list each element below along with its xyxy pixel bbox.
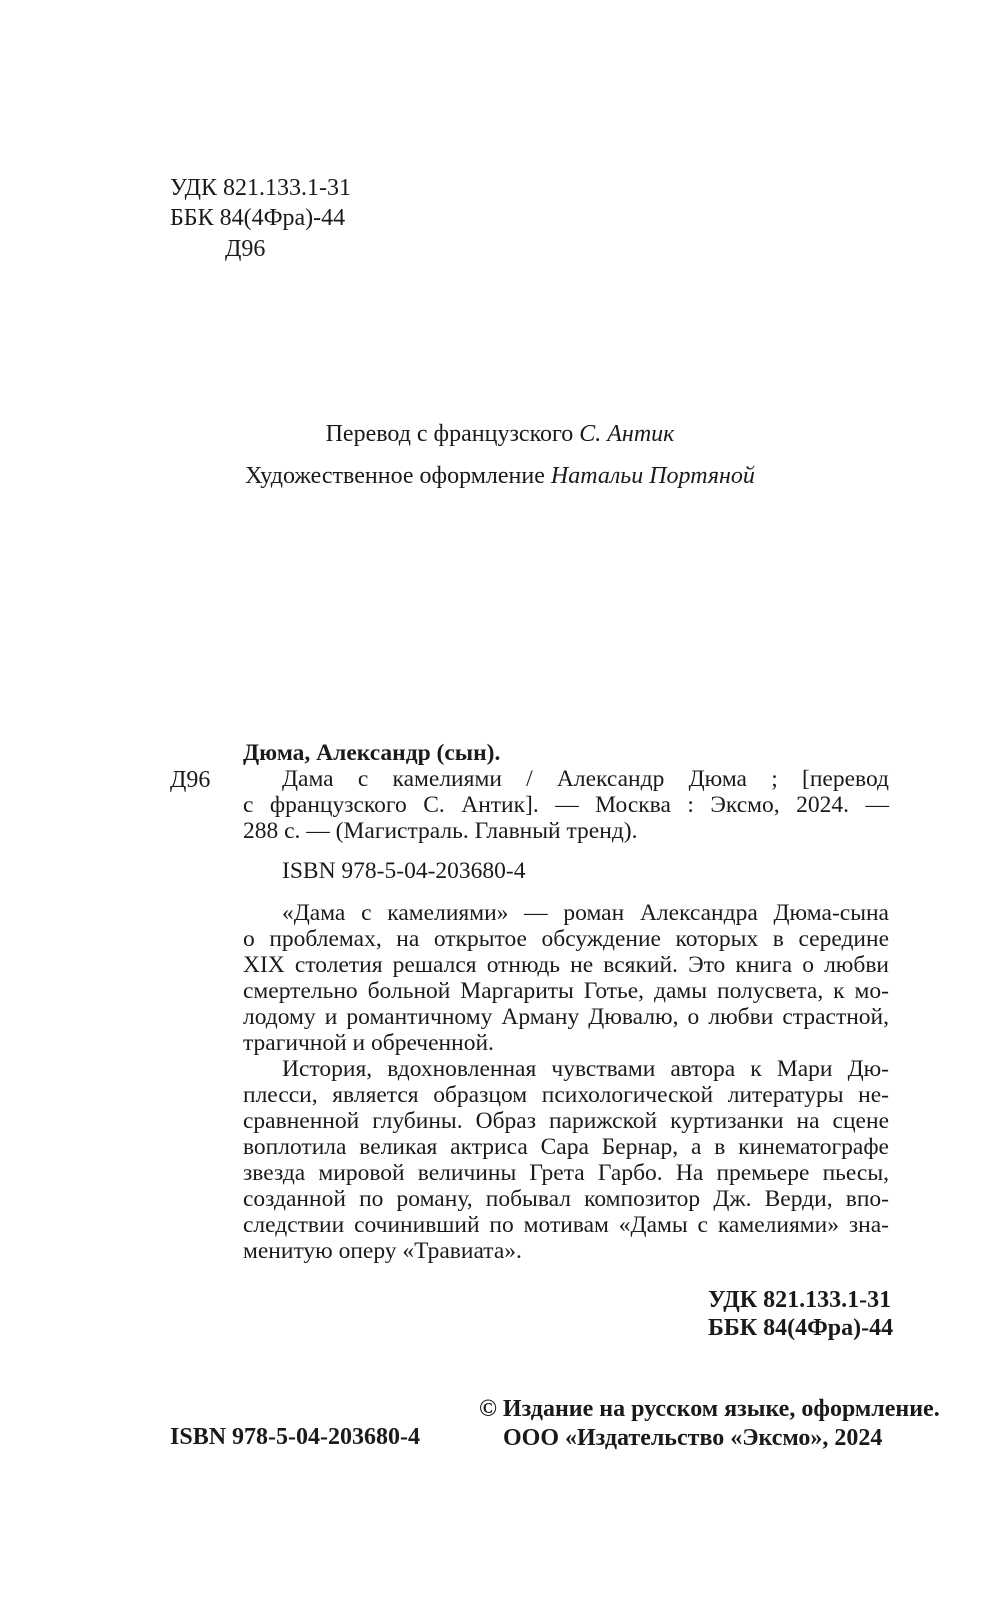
top-bbk: ББК 84(4Фра)-44 [170, 205, 346, 231]
top-author-mark: Д96 [225, 236, 266, 262]
annotation-line: История, вдохновленная чувствами автора к Мари Дю- [282, 1056, 889, 1082]
annotation-line: смертельно больной Маргариты Готье, дамы полусвета, к мо- [243, 978, 889, 1004]
top-udk: УДК 821.133.1-31 [170, 175, 351, 201]
annotation-line: плесси, является образцом психологической литературы не- [243, 1082, 889, 1108]
annotation-line: звезда мировой величины Грета Гарбо. На премьере пьесы, [243, 1160, 889, 1186]
annotation-line: менитую оперу «Травиата». [243, 1238, 522, 1264]
bib-line: Дама с камелиями / Александр Дюма ; [перевод [282, 766, 889, 792]
annotation-line: «Дама с камелиями» — роман Александра Дюма-сына [282, 900, 889, 926]
design-prefix: Художественное оформление [245, 463, 545, 489]
annotation-line: XIX столетия решался отнюдь не всякий. Это книга о любви [243, 952, 889, 978]
designer-name: Натальи Портяной [550, 463, 755, 489]
annotation-paragraph-1 [243, 900, 889, 1056]
bib-line: с французского С. Антик]. — Москва : Эксмо, 2024. — [243, 792, 889, 818]
copyright-line-2: ООО «Издательство «Эксмо», 2024 [503, 1425, 883, 1451]
translation-prefix: Перевод с французского [325, 421, 574, 447]
footer-isbn: ISBN 978-5-04-203680-4 [170, 1424, 420, 1450]
annotation-line: о проблемах, на открытое обсуждение которых в середине [243, 926, 889, 952]
annotation-line: следствии сочинивший по мотивам «Дамы с камелиями» зна- [243, 1212, 889, 1238]
design-credit [0, 463, 1000, 490]
card-udk: УДК 821.133.1-31 [708, 1287, 892, 1313]
annotation-line: лодому и романтичному Арману Дювалю, о любви страстной, [243, 1004, 889, 1030]
card-author-mark: Д96 [170, 767, 211, 793]
translator-name: С. Антик [579, 421, 675, 447]
card-bbk: ББК 84(4Фра)-44 [708, 1315, 894, 1341]
copyright-line-1: © Издание на русском языке, оформление. [479, 1396, 940, 1422]
card-heading: Дюма, Александр (сын). [243, 740, 501, 766]
card-isbn: ISBN 978-5-04-203680-4 [282, 858, 526, 884]
annotation-line: трагичной и обреченной. [243, 1030, 494, 1056]
annotation-paragraph-2 [243, 1056, 889, 1264]
catalog-card [243, 740, 889, 1264]
translation-credit [0, 421, 1000, 448]
bib-line: 288 с. — (Магистраль. Главный тренд). [243, 818, 638, 844]
annotation-line: воплотила великая актриса Сара Бернар, а в кинематографе [243, 1134, 889, 1160]
annotation-line: созданной по роману, побывал композитор Дж. Верди, впо- [243, 1186, 889, 1212]
annotation-line: сравненной глубины. Образ парижской куртизанки на сцене [243, 1108, 889, 1134]
